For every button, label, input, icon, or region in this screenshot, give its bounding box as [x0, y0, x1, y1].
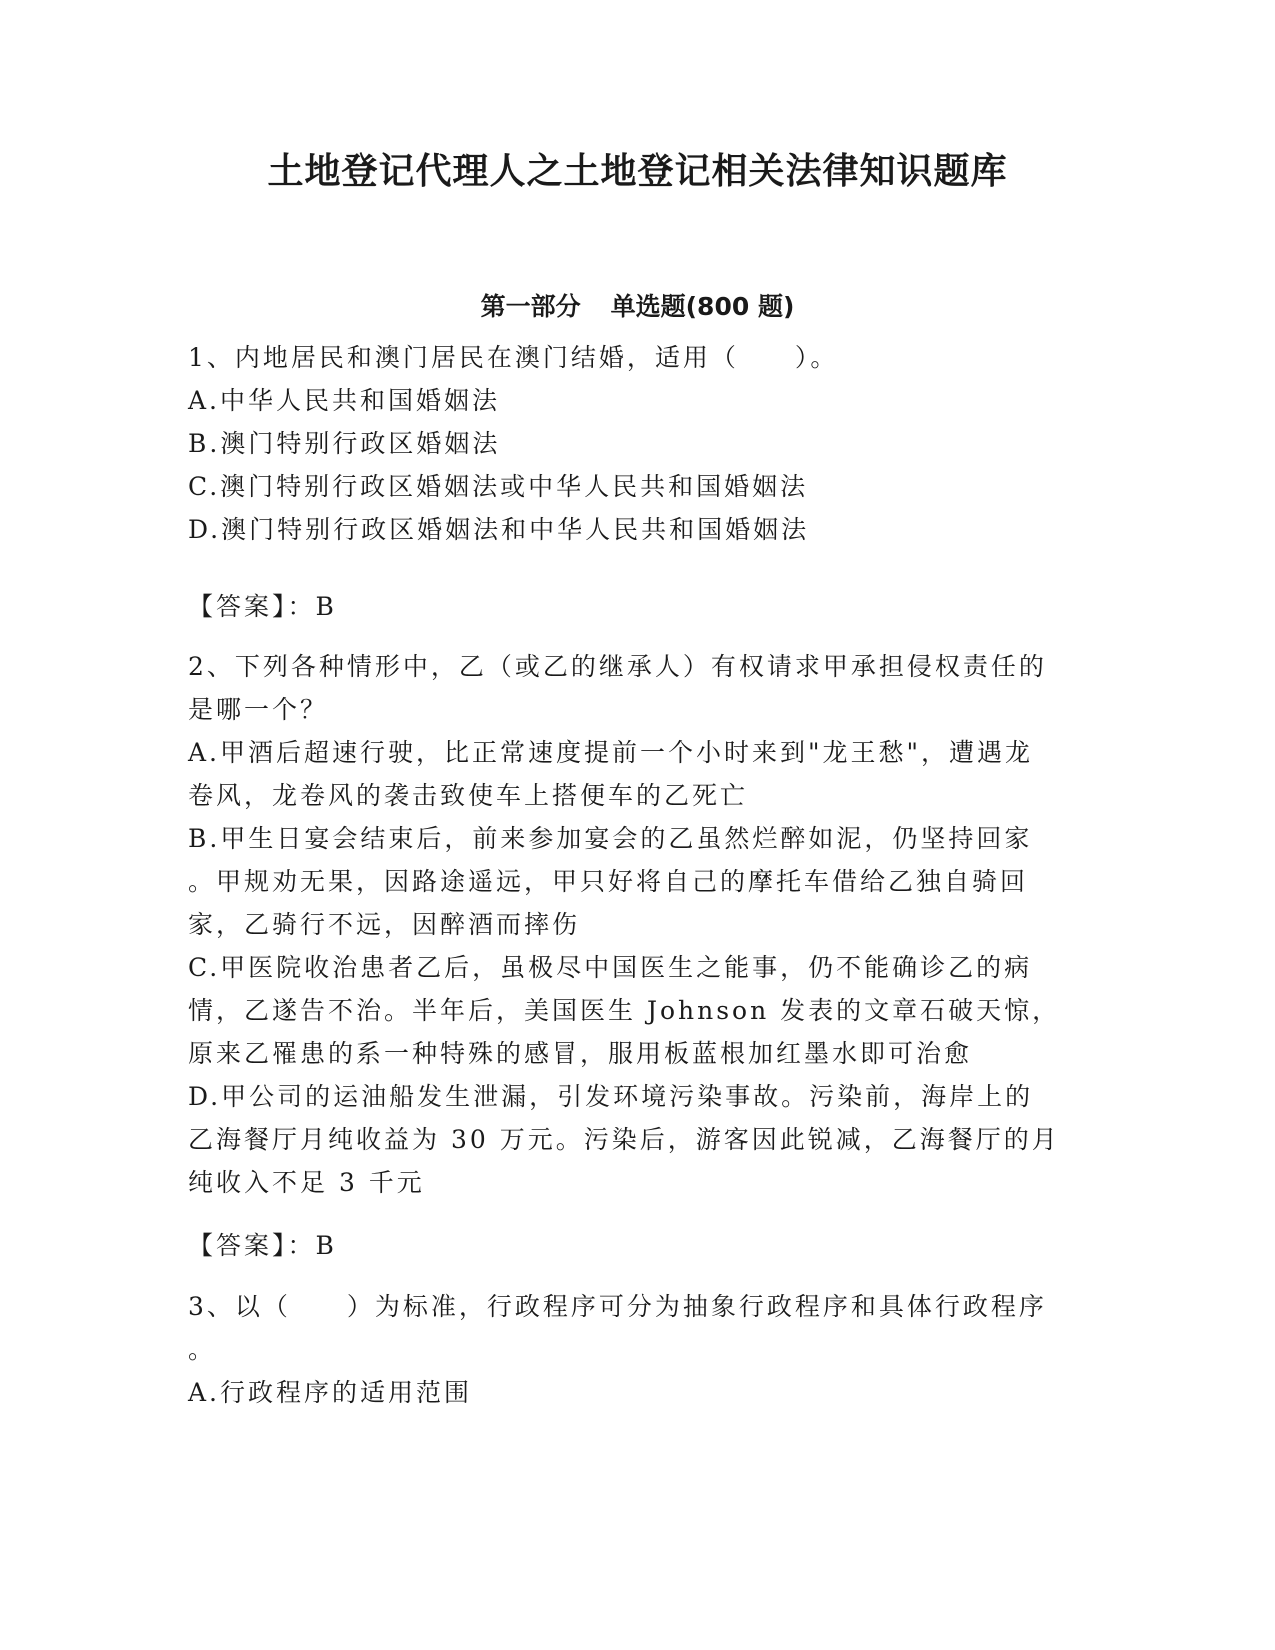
question-1-option-b: B.澳门特别行政区婚姻法: [188, 429, 501, 458]
question-1-stem: 1、内地居民和澳门居民在澳门结婚，适用（ ）。: [188, 343, 839, 372]
section-heading: [0, 290, 1275, 324]
question-3-stem-line-2: 。: [188, 1335, 217, 1364]
question-2-option-b-line-3: 家，乙骑行不远，因醉酒而摔伤: [188, 910, 581, 939]
question-2-option-b-line-1: B.甲生日宴会结束后，前来参加宴会的乙虽然烂醉如泥，仍坚持回家: [188, 824, 1033, 853]
answer-label: 【答案】：: [188, 1231, 316, 1260]
document-title: 土地登记代理人之土地登记相关法律知识题库: [267, 151, 1008, 192]
question-3-stem-line-1: 3、以（ ）为标准，行政程序可分为抽象行政程序和具体行政程序: [188, 1292, 1047, 1321]
question-2-option-c-line-2: 情，乙遂告不治。半年后，美国医生 Johnson 发表的文章石破天惊，: [188, 996, 1061, 1025]
answer-value: B: [315, 592, 337, 621]
question-2-option-d-line-3: 纯收入不足 3 千元: [188, 1168, 425, 1197]
question-2-answer: [188, 1224, 1088, 1267]
section-part: 第一部分: [480, 292, 581, 321]
answer-value: B: [315, 1231, 337, 1260]
question-1-option-d: D.澳门特别行政区婚姻法和中华人民共和国婚姻法: [188, 515, 810, 544]
question-1-option-a: A.中华人民共和国婚姻法: [188, 386, 501, 415]
question-2-stem-line-2: 是哪一个？: [188, 695, 329, 724]
section-name: 单选题(800 题): [610, 292, 795, 321]
question-3: [188, 1285, 1088, 1414]
question-2-option-c-line-1: C.甲医院收治患者乙后，虽极尽中国医生之能事，仍不能确诊乙的病: [188, 953, 1033, 982]
question-2-option-a-line-1: A.甲酒后超速行驶，比正常速度提前一个小时来到"龙王愁"，遭遇龙: [188, 738, 1034, 767]
question-1-answer: [188, 585, 1088, 628]
answer-label: 【答案】：: [188, 592, 316, 621]
question-2-option-d-line-2: 乙海餐厅月纯收益为 30 万元。污染后，游客因此锐减，乙海餐厅的月: [188, 1125, 1060, 1154]
question-2-option-b-line-2: 。甲规劝无果，因路途遥远，甲只好将自己的摩托车借给乙独自骑回: [188, 867, 1029, 896]
question-3-option-a: A.行政程序的适用范围: [188, 1378, 473, 1407]
question-2-option-c-line-3: 原来乙罹患的系一种特殊的感冒，服用板蓝根加红墨水即可治愈: [188, 1039, 973, 1068]
question-2-option-d-line-1: D.甲公司的运油船发生泄漏，引发环境污染事故。污染前，海岸上的: [188, 1082, 1034, 1111]
question-2-stem-line-1: 2、下列各种情形中，乙（或乙的继承人）有权请求甲承担侵权责任的: [188, 652, 1047, 681]
question-2: [188, 645, 1088, 1204]
question-2-option-a-line-2: 卷风，龙卷风的袭击致使车上搭便车的乙死亡: [188, 781, 749, 810]
question-1-option-c: C.澳门特别行政区婚姻法或中华人民共和国婚姻法: [188, 472, 809, 501]
question-1: [188, 336, 1088, 551]
